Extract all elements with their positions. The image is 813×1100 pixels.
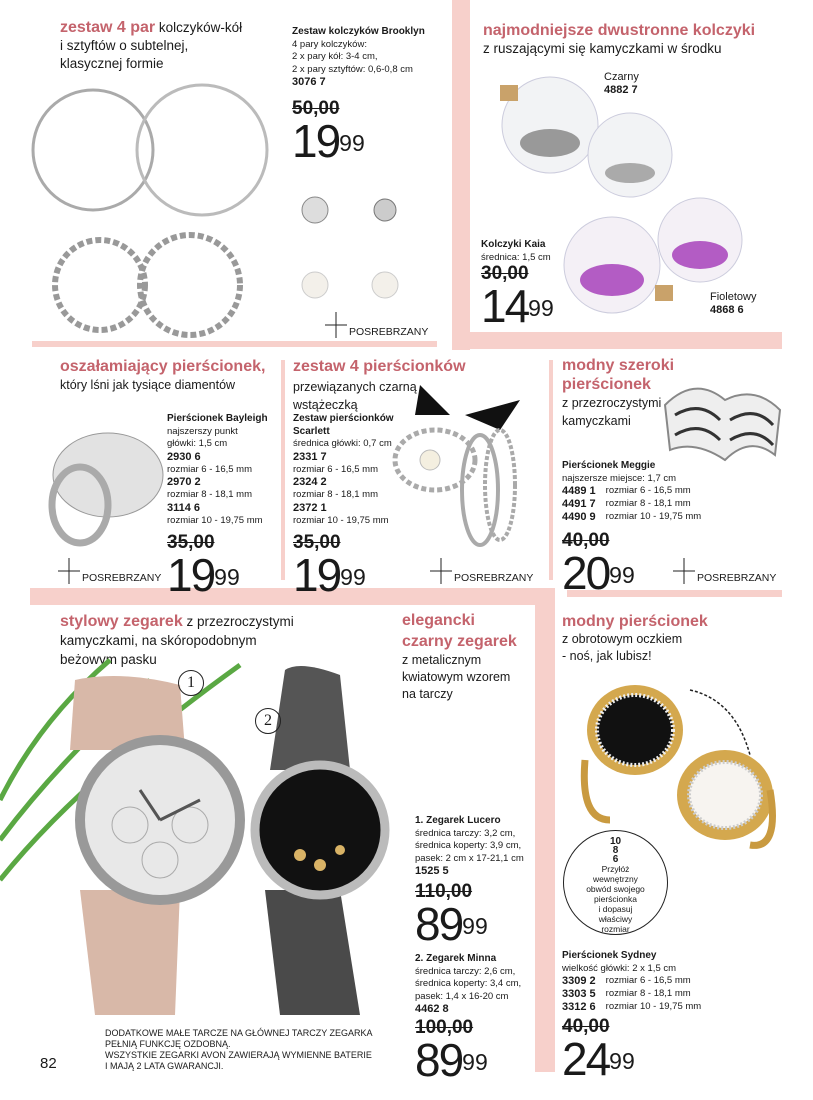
product-code: 2930 6 <box>167 450 201 463</box>
size: rozmiar 8 - 18,1 mm <box>167 489 252 500</box>
product-name: Zestaw kolczyków Brooklyn <box>292 26 425 37</box>
sparkle-icon <box>325 312 347 338</box>
product-code: 3076 7 <box>292 76 326 88</box>
subtitle: beżowym pasku <box>60 652 157 667</box>
product-code: 4490 9 <box>562 511 596 523</box>
sizer-text: pierścionka <box>594 894 637 904</box>
product-code: 4882 7 <box>604 83 638 96</box>
silver-plated-label: POSREBRZANY <box>430 558 533 584</box>
page-number: 82 <box>40 1055 57 1072</box>
product-name: Kolczyki Kaia <box>481 239 546 250</box>
note: WSZYSTKIE ZEGARKI AVON ZAWIERAJĄ WYMIENNE BATERIE <box>105 1050 372 1060</box>
product-code: 2970 2 <box>167 476 201 488</box>
subtitle: z obrotowym oczkiem <box>562 632 683 646</box>
watch-number-badge: 1 <box>178 670 204 696</box>
divider-band <box>452 332 782 349</box>
price: $19^{99}$ <box>167 549 240 601</box>
old-price: 35,00 <box>167 532 215 553</box>
sizer-text: Przyłóż <box>601 864 630 874</box>
headline: modny pierścionek <box>562 613 708 630</box>
product-code: 3309 2 <box>562 975 596 987</box>
product-code: 4462 8 <box>415 1003 449 1015</box>
sparkle-icon <box>58 558 80 584</box>
silver-plated-label: POSREBRZANY <box>58 558 161 584</box>
detail: 4 pary kolczyków: <box>292 38 367 50</box>
headline: pierścionek <box>562 376 651 393</box>
size-number: 8 <box>612 845 619 856</box>
detail: najszersze miejsce: 1,7 cm <box>562 472 677 484</box>
color-label: Fioletowy <box>710 291 757 303</box>
old-price: 30,00 <box>481 263 529 284</box>
price: $19^{99}$ <box>293 549 366 601</box>
old-price: 35,00 <box>293 532 341 553</box>
product-name: Pierścionek Bayleigh <box>167 413 268 424</box>
size: rozmiar 8 - 18,1 mm <box>293 489 378 500</box>
sizer-text: obwód swojego <box>586 884 645 894</box>
silver-plated-label: POSREBRZANY <box>325 312 428 338</box>
subtitle: na tarczy <box>402 687 453 701</box>
hoops-headline <box>60 18 290 73</box>
detail: 2 x pary kół: 3-4 cm, <box>292 51 378 62</box>
product-code: 3303 5 <box>562 988 596 1000</box>
product-code: 4491 7 <box>562 498 596 510</box>
product-code: 2324 2 <box>293 476 327 488</box>
sparkle-icon <box>430 558 452 584</box>
divider-band <box>452 0 470 350</box>
price: $89^{99}$ <box>415 898 488 950</box>
old-price: 50,00 <box>292 98 340 119</box>
size-number: 10 <box>609 836 622 847</box>
size: rozmiar 10 - 19,75 mm <box>293 514 389 526</box>
detail: średnica tarczy: 2,6 cm, <box>415 965 516 977</box>
headline: najmodniejsze dwustronne kolczyki <box>483 22 756 39</box>
old-price: 40,00 <box>562 530 610 551</box>
headline-rest: kolczyków-kół <box>155 20 243 35</box>
product-name: 1. Zegarek Lucero <box>415 815 501 826</box>
headline: zestaw 4 par <box>60 19 156 36</box>
detail: średnica koperty: 3,9 cm, <box>415 840 522 851</box>
hoop-earrings-image <box>25 75 285 345</box>
product-code: 1525 5 <box>415 865 449 877</box>
price: $20^{99}$ <box>562 547 635 599</box>
subtitle: który lśni jak tysiące diamentów <box>60 378 236 392</box>
subtitle: z ruszającymi się kamyczkami w środku <box>483 41 722 56</box>
stud-earrings-image <box>290 180 430 320</box>
product-name: Pierścionek Meggie <box>562 460 656 471</box>
size: rozmiar 10 - 19,75 mm <box>167 514 263 526</box>
product-code: 3114 6 <box>167 501 201 514</box>
detail: pasek: 1,4 x 16-20 cm <box>415 990 509 1002</box>
ring-sizer <box>563 830 668 935</box>
headline: oszałamiający pierścionek, <box>60 358 266 375</box>
subtitle: - noś, jak lubisz! <box>562 649 652 663</box>
sizer-text: rozmiar <box>601 924 630 934</box>
detail: najszerszy punkt <box>167 425 238 437</box>
size: rozmiar 10 - 19,75 mm <box>605 1001 702 1012</box>
headline: czarny zegarek <box>402 633 517 650</box>
product-code: 4489 1 <box>562 485 596 497</box>
note: DODATKOWE MAŁE TARCZE NA GŁÓWNEJ TARCZY ZEGARKA <box>105 1028 373 1038</box>
divider-band <box>535 588 555 1072</box>
subtitle: z metalicznym <box>402 653 482 667</box>
bayleigh-ring-image <box>40 415 165 550</box>
subtitle: wstążeczką <box>293 398 358 412</box>
old-price: 110,00 <box>415 881 473 902</box>
watch-notes <box>105 1028 373 1072</box>
product-name: 2. Zegarek Minna <box>415 953 497 964</box>
price: $19^{99}$ <box>292 115 365 167</box>
size: rozmiar 10 - 19,75 mm <box>605 511 702 522</box>
detail: średnica główki: 0,7 cm <box>293 438 392 449</box>
product-code: 2331 7 <box>293 450 327 463</box>
sizer-text: wewnętrzny <box>593 874 638 884</box>
sydney-ring-image <box>570 670 790 850</box>
price: $24^{99}$ <box>562 1033 635 1085</box>
headline: elegancki <box>402 612 475 629</box>
size: rozmiar 6 - 16,5 mm <box>293 463 378 475</box>
headline: zestaw 4 pierścionków <box>293 358 466 375</box>
subtitle: klasycznej formie <box>60 56 164 71</box>
product-code: 3312 6 <box>562 1001 596 1013</box>
size: rozmiar 8 - 18,1 mm <box>605 498 691 509</box>
detail: wielkość główki: 2 x 1,5 cm <box>562 962 677 974</box>
detail: główki: 1,5 cm <box>167 438 228 449</box>
note: I MAJĄ 2 LATA GWARANCJI. <box>105 1061 224 1071</box>
detail: pasek: 2 cm x 17-21,1 cm <box>415 852 524 864</box>
price: $89^{99}$ <box>415 1034 488 1086</box>
product-name: Pierścionek Sydney <box>562 950 657 961</box>
detail: średnica koperty: 3,4 cm, <box>415 978 522 989</box>
subtitle: i sztyftów o subtelnej, <box>60 38 189 53</box>
detail: średnica: 1,5 cm <box>481 251 551 263</box>
old-price: 100,00 <box>415 1017 474 1038</box>
sizer-text: właściwy <box>598 914 633 924</box>
detail: 2 x pary sztyftów: 0,6-0,8 cm <box>292 63 413 75</box>
sparkle-icon <box>673 558 695 584</box>
subtitle: z przezroczystymi <box>182 614 294 629</box>
watch-number-badge: 2 <box>255 708 281 734</box>
subtitle: przewiązanych czarną <box>293 380 417 394</box>
watches-image <box>0 620 420 1020</box>
headline: modny szeroki <box>562 357 675 374</box>
size: rozmiar 6 - 16,5 mm <box>605 485 691 496</box>
meggie-ring-image <box>655 375 790 470</box>
detail: średnica tarczy: 3,2 cm, <box>415 827 516 839</box>
price: $14^{99}$ <box>481 280 554 332</box>
product-name: Zestaw pierścionków <box>293 413 394 424</box>
subtitle: kwiatowym wzorem <box>402 670 511 684</box>
note: PEŁNIĄ FUNKCJĘ OZDOBNĄ. <box>105 1039 231 1049</box>
color-label: Czarny <box>604 71 639 83</box>
product-code: 2372 1 <box>293 501 327 514</box>
product-code: 4868 6 <box>710 303 744 316</box>
product-info <box>292 26 425 167</box>
size: rozmiar 6 - 16,5 mm <box>605 975 691 986</box>
silver-plated-label: POSREBRZANY <box>673 558 776 584</box>
subtitle: kamyczkami, na skóropodobnym <box>60 633 257 648</box>
subtitle: z przezroczystymi <box>562 396 662 410</box>
size: rozmiar 8 - 18,1 mm <box>605 988 691 999</box>
product-name: Scarlett <box>293 425 330 437</box>
size: rozmiar 6 - 16,5 mm <box>167 463 252 475</box>
scarlett-rings-image <box>390 375 550 555</box>
old-price: 40,00 <box>562 1016 610 1037</box>
size-number: 6 <box>612 854 619 865</box>
subtitle: kamyczkami <box>562 414 631 428</box>
divider-line <box>281 360 285 580</box>
sizer-text: i dopasuj <box>598 904 633 914</box>
headline: stylowy zegarek <box>60 613 183 630</box>
